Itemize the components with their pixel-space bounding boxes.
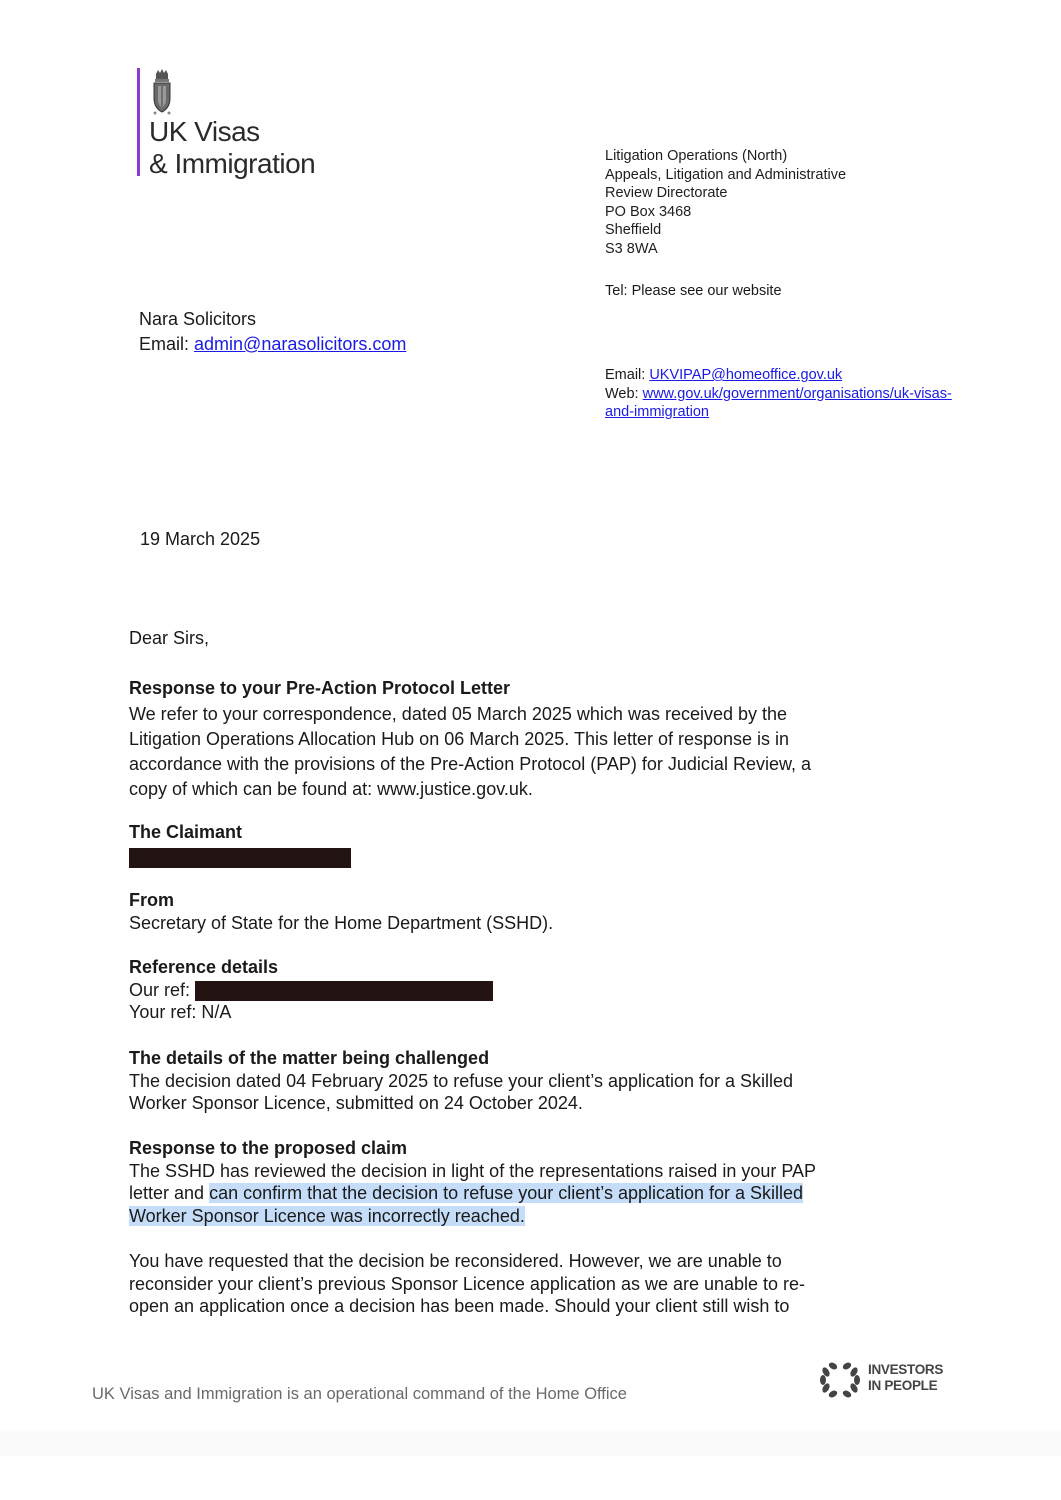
your-ref: Your ref: N/A <box>129 1002 232 1022</box>
paragraph-line: open an application once a decision has been made. Should your client still wish to <box>129 1296 790 1316</box>
badge-line1: INVESTORS <box>868 1362 944 1377</box>
address-line: Sheffield <box>605 222 662 238</box>
royal-crest-icon <box>149 68 175 116</box>
section-claimant <box>129 821 889 868</box>
paragraph-line: accordance with the provisions of the Pre-Action Protocol (PAP) for Judicial Review, a <box>129 753 811 774</box>
section-pap-response <box>129 677 889 800</box>
logo-text-line2: & Immigration <box>149 148 316 179</box>
paragraph-line: We refer to your correspondence, dated 05 March 2025 which was received by the <box>129 703 788 724</box>
web-label: Web: <box>605 385 643 402</box>
paragraph-line: Litigation Operations Allocation Hub on 06 March 2025. This letter of response is in <box>129 728 790 749</box>
section-reconsideration <box>129 1250 889 1318</box>
redacted-our-ref <box>195 981 493 1001</box>
recipient-email-link[interactable]: admin@narasolicitors.com <box>194 334 407 354</box>
address-line: S3 8WA <box>605 240 658 257</box>
our-ref-label: Our ref: <box>129 979 196 1000</box>
paragraph-line: The decision dated 04 February 2025 to refuse your client’s application for a Skilled <box>129 1070 794 1091</box>
section-heading: The Claimant <box>129 822 243 842</box>
section-heading: Reference details <box>129 957 279 977</box>
sender-tel: Tel: Please see our website <box>605 283 782 299</box>
sender-contact <box>605 366 952 422</box>
section-heading: Response to your Pre-Action Protocol Letter <box>129 678 511 698</box>
paragraph-line: copy of which can be found at: www.justice.gov.uk. <box>129 778 533 799</box>
paragraph-line: You have requested that the decision be reconsidered. However, we are unable to <box>129 1251 782 1271</box>
highlighted-text[interactable]: Worker Sponsor Licence was incorrectly reached. <box>129 1205 525 1226</box>
section-reference-details <box>129 956 889 1024</box>
sender-web-link-continued[interactable]: and-immigration <box>605 404 709 420</box>
address-line: Appeals, Litigation and Administrative <box>605 166 847 183</box>
sender-web-link[interactable]: www.gov.uk/government/organisations/uk-visas- <box>642 385 952 402</box>
investors-in-people-text <box>868 1362 943 1394</box>
investors-in-people-badge <box>818 1360 944 1405</box>
from-value: Secretary of State for the Home Department (SSHD). <box>129 912 554 933</box>
letter-date: 19 March 2025 <box>140 529 261 549</box>
email-label: Email: <box>605 367 650 383</box>
section-heading: From <box>129 890 174 910</box>
paragraph-line: The SSHD has reviewed the decision in light of the representations raised in your PAP <box>129 1160 817 1181</box>
salutation: Dear Sirs, <box>129 628 210 648</box>
footer-text: UK Visas and Immigration is an operational command of the Home Office <box>92 1385 627 1403</box>
page-bottom-edge <box>0 1430 1061 1456</box>
section-heading: The details of the matter being challenged <box>129 1048 490 1068</box>
paragraph-text: letter and <box>129 1183 210 1203</box>
recipient-name: Nara Solicitors <box>139 309 257 329</box>
section-heading: Response to the proposed claim <box>129 1138 408 1158</box>
logo-accent-bar <box>137 68 140 176</box>
laurel-wreath-icon <box>818 1360 862 1400</box>
sender-email-link[interactable]: UKVIPAP@homeoffice.gov.uk <box>649 367 843 383</box>
highlighted-text[interactable]: can confirm that the decision to refuse your client’s application for a Skilled <box>209 1183 804 1203</box>
recipient-block <box>139 307 406 357</box>
redacted-claimant-name <box>129 848 351 868</box>
section-matter-challenged <box>129 1047 889 1115</box>
recipient-email-label: Email: <box>139 334 195 354</box>
paragraph-line: reconsider your client’s previous Sponsor Licence application as we are unable to re- <box>129 1273 806 1294</box>
address-line: Review Directorate <box>605 185 728 201</box>
section-from <box>129 889 889 934</box>
logo-text-line1: UK Visas <box>149 116 260 147</box>
address-line: Litigation Operations (North) <box>605 148 788 164</box>
sender-address <box>605 147 846 258</box>
address-line: PO Box 3468 <box>605 203 692 220</box>
badge-line2: IN PEOPLE <box>868 1378 938 1393</box>
section-response-proposed-claim <box>129 1137 889 1227</box>
paragraph-line: Worker Sponsor Licence, submitted on 24 October 2024. <box>129 1093 583 1113</box>
